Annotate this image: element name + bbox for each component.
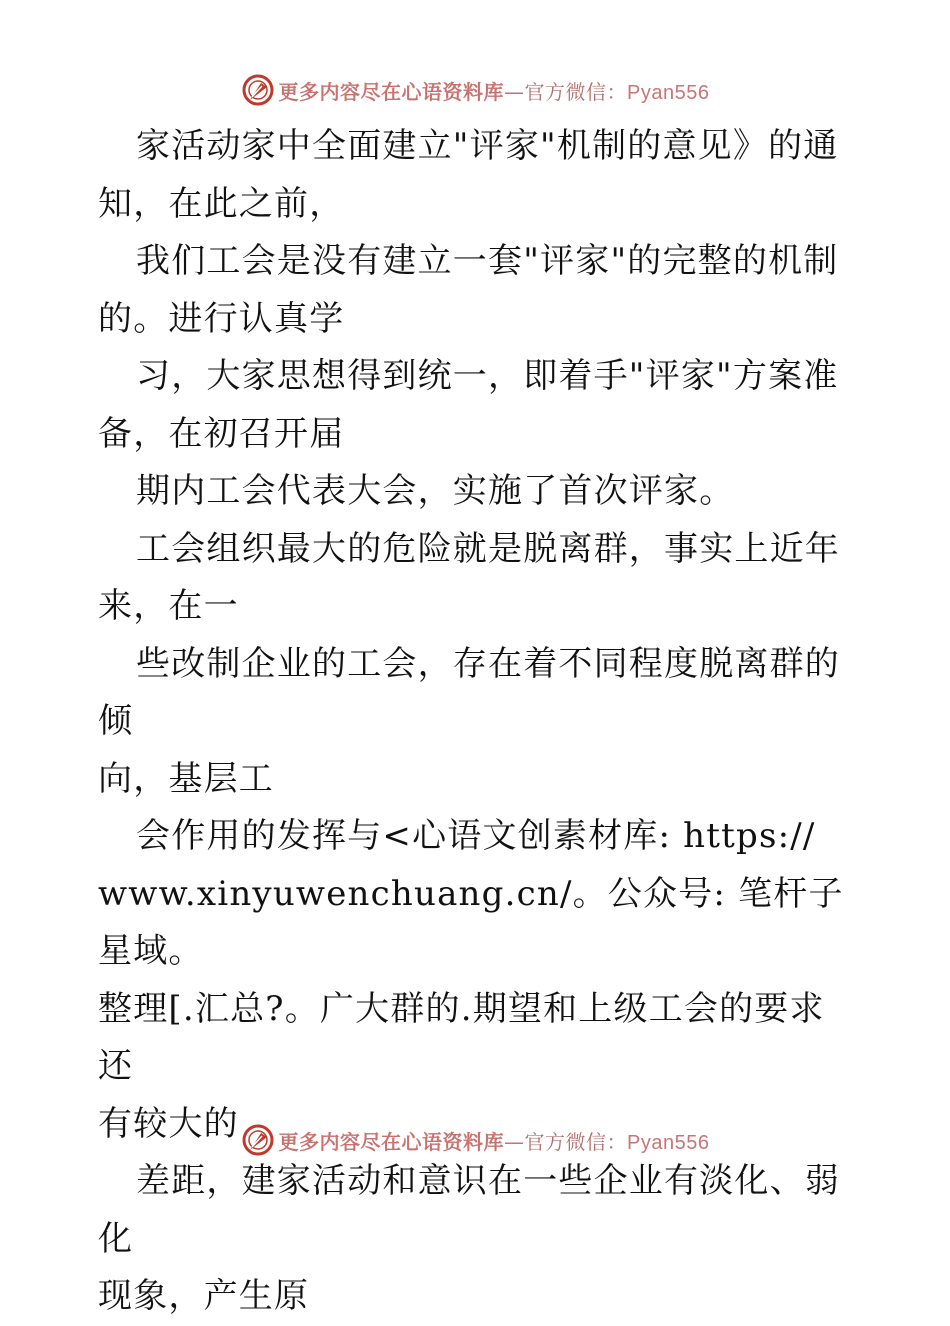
text-line: 会作用的发挥与<心语文创素材库: https:// bbox=[136, 816, 816, 856]
text-line: 期内工会代表大会，实施了首次评家。 bbox=[136, 471, 735, 511]
text-line: 家活动家中全面建立"评家"机制的意见》的通 bbox=[136, 126, 839, 166]
footer-dash: — bbox=[504, 1129, 525, 1154]
header-banner bbox=[0, 70, 950, 110]
paragraph-1 bbox=[98, 118, 858, 233]
text-line: 向，基层工 bbox=[98, 758, 274, 799]
paragraph-6 bbox=[98, 636, 858, 809]
header-banner-text bbox=[279, 76, 710, 105]
paragraph-3 bbox=[98, 348, 858, 463]
paragraph-2 bbox=[98, 233, 858, 348]
paragraph-8 bbox=[98, 1153, 858, 1326]
text-line: 习，大家思想得到统一，即着手"评家"方案准 bbox=[136, 356, 839, 396]
footer-banner-text bbox=[279, 1126, 710, 1155]
pen-nib-logo-icon bbox=[241, 1123, 275, 1157]
text-line: 些改制企业的工会，存在着不同程度脱离群的倾 bbox=[98, 643, 840, 741]
text-line: 知，在此之前， bbox=[98, 183, 345, 224]
header-dash: — bbox=[504, 79, 525, 104]
text-line: 的。进行认真学 bbox=[98, 298, 345, 339]
paragraph-7 bbox=[98, 808, 858, 1153]
text-line: 整理[.汇总?。广大群的.期望和上级工会的要求还 bbox=[98, 988, 825, 1086]
paragraph-4 bbox=[98, 463, 858, 521]
footer-contact-id: Pyan556 bbox=[627, 1131, 710, 1154]
header-contact-label: 官方微信： bbox=[524, 79, 628, 104]
header-contact-id: Pyan556 bbox=[627, 81, 710, 104]
footer-banner bbox=[0, 1120, 950, 1160]
text-line: 备，在初召开届 bbox=[98, 413, 345, 454]
text-line: 工会组织最大的危险就是脱离群，事实上近年 bbox=[136, 528, 840, 569]
footer-brand: 更多内容尽在心语资料库 bbox=[278, 1129, 505, 1154]
text-line: 有较大的 bbox=[98, 1103, 239, 1144]
text-line: 差距，建家活动和意识在一些企业有淡化、弱化 bbox=[98, 1161, 840, 1259]
text-line: 现象，产生原 bbox=[98, 1276, 310, 1316]
text-line: 来，在一 bbox=[98, 586, 239, 626]
header-brand: 更多内容尽在心语资料库 bbox=[278, 79, 505, 104]
footer-contact-label: 官方微信： bbox=[524, 1129, 628, 1154]
text-line-url: www.xinyuwenchuang.cn/。公众号: 笔杆子星域。 bbox=[98, 873, 844, 971]
text-line: 我们工会是没有建立一套"评家"的完整的机制 bbox=[136, 241, 839, 281]
pen-nib-logo-icon bbox=[241, 73, 275, 107]
paragraph-5 bbox=[98, 521, 858, 636]
